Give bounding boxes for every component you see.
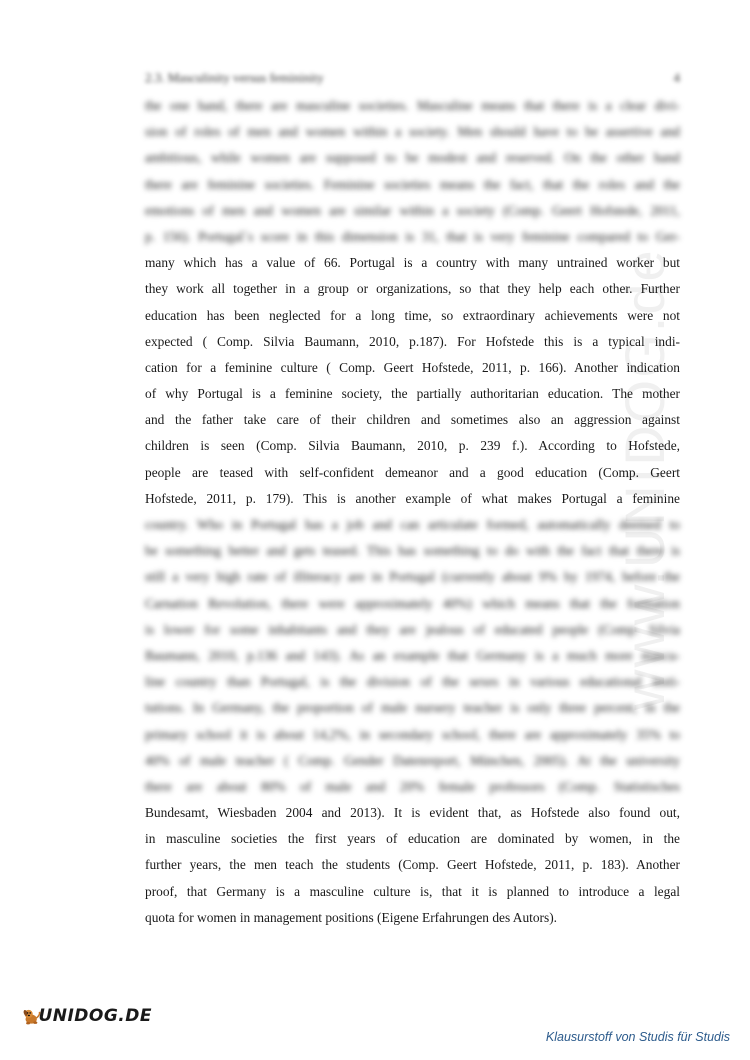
page-header (145, 70, 680, 86)
logo-text: UNIDOG.DE (38, 1006, 152, 1026)
text-line: Carnation Revolution, there were approximately 40%) which means that the formation (145, 595, 680, 611)
text-line: tutions. In Germany, the proportion of male nursery teacher is only three percent, in the (145, 700, 680, 716)
text-line: people are teased with self-confident demeanor and a good education (Comp. Geert (145, 464, 680, 480)
text-line: sion of roles of men and women within a society. Men should have to be assertive and (145, 124, 680, 140)
page-number: 4 (673, 70, 680, 85)
text-line: education has been neglected for a long time, so extraordinary achievements were not (145, 307, 680, 323)
text-line: ambitious, while women are supposed to be modest and reserved. On the other hand (145, 150, 680, 166)
text-line: the one hand, there are masculine societies. Masculine means that there is a clear divi- (145, 98, 680, 113)
footer-slogan: Klausurstoff von Studis für Studis (545, 1030, 730, 1044)
text-line: Bundesamt, Wiesbaden 2004 and 2013). It is evident that, as Hofstede also found out, (145, 805, 680, 821)
text-line: 40% of male teacher ( Comp. Gender Datenreport, München, 2005). At the university (145, 752, 680, 768)
text-line: Baumann, 2010, p.136 and 143). As an example that Germany is a much more mascu- (145, 647, 680, 663)
text-line: expected ( Comp. Silvia Baumann, 2010, p.187). For Hofstede this is a typical indi- (145, 333, 680, 349)
watermark-text: www.UNIDOG.de (613, 248, 676, 710)
text-line: country. Who in Portugal has a job and can articulate formed, automatically deemed to (145, 517, 680, 532)
text-line: they work all together in a group or organizations, so that they help each other. Further (145, 281, 680, 297)
text-line: cation for a feminine culture ( Comp. Geert Hofstede, 2011, p. 166). Another indication (145, 359, 680, 375)
text-line: primary school it is about 14,2%, in secondary school, there are approximately 35% to (145, 726, 680, 742)
text-line: in masculine societies the first years of education are dominated by women, in the (145, 831, 680, 847)
text-line: Hofstede, 2011, p. 179). This is another example of what makes Portugal a feminine (145, 490, 680, 506)
text-line: is lower for some inhabitants and they are jealous of educated people (Comp. Silvia (145, 621, 680, 637)
section-title: 2.3. Masculinity versus femininity (145, 70, 324, 85)
body-paragraph (145, 93, 680, 931)
unidog-logo[interactable] (22, 998, 152, 1034)
text-line: further years, the men teach the students (Comp. Geert Hofstede, 2011, p. 183). Another (145, 857, 680, 873)
text-line: line country than Portugal, is the division of the sexes in various educational insti- (145, 674, 680, 690)
text-line: there are about 80% of male and 20% female professors (Comp. Statistisches (145, 778, 680, 794)
text-line: children is seen (Comp. Silvia Baumann, 2010, p. 239 f.). According to Hofstede, (145, 438, 680, 454)
text-line: emotions of men and women are similar within a society (Comp. Geert Hofstede, 2011, (145, 202, 680, 218)
text-line: quota for women in management positions (Eigene Erfahrungen des Autors). (145, 909, 558, 925)
text-line: many which has a value of 66. Portugal is a country with many untrained worker but (145, 255, 680, 271)
text-line: proof, that Germany is a masculine culture is, that it is planned to introduce a legal (145, 883, 680, 899)
text-line: and the father take care of their children and sometimes also an aggression against (145, 412, 680, 428)
text-line: still a very high rate of illiteracy are in Portugal (currently about 9% by 1974, before the (145, 569, 680, 585)
text-line: p. 156). Portugal`s score in this dimension is 31, that is very feminine compared to Ger- (145, 228, 680, 244)
text-line: of why Portugal is a feminine society, the partially authoritarian education. The mother (145, 386, 680, 402)
text-line: there are feminine societies. Feminine societies means the fact, that the roles and the (145, 176, 680, 192)
text-line: be something better and gets teased. This has something to do with the fact that there is (145, 543, 680, 559)
